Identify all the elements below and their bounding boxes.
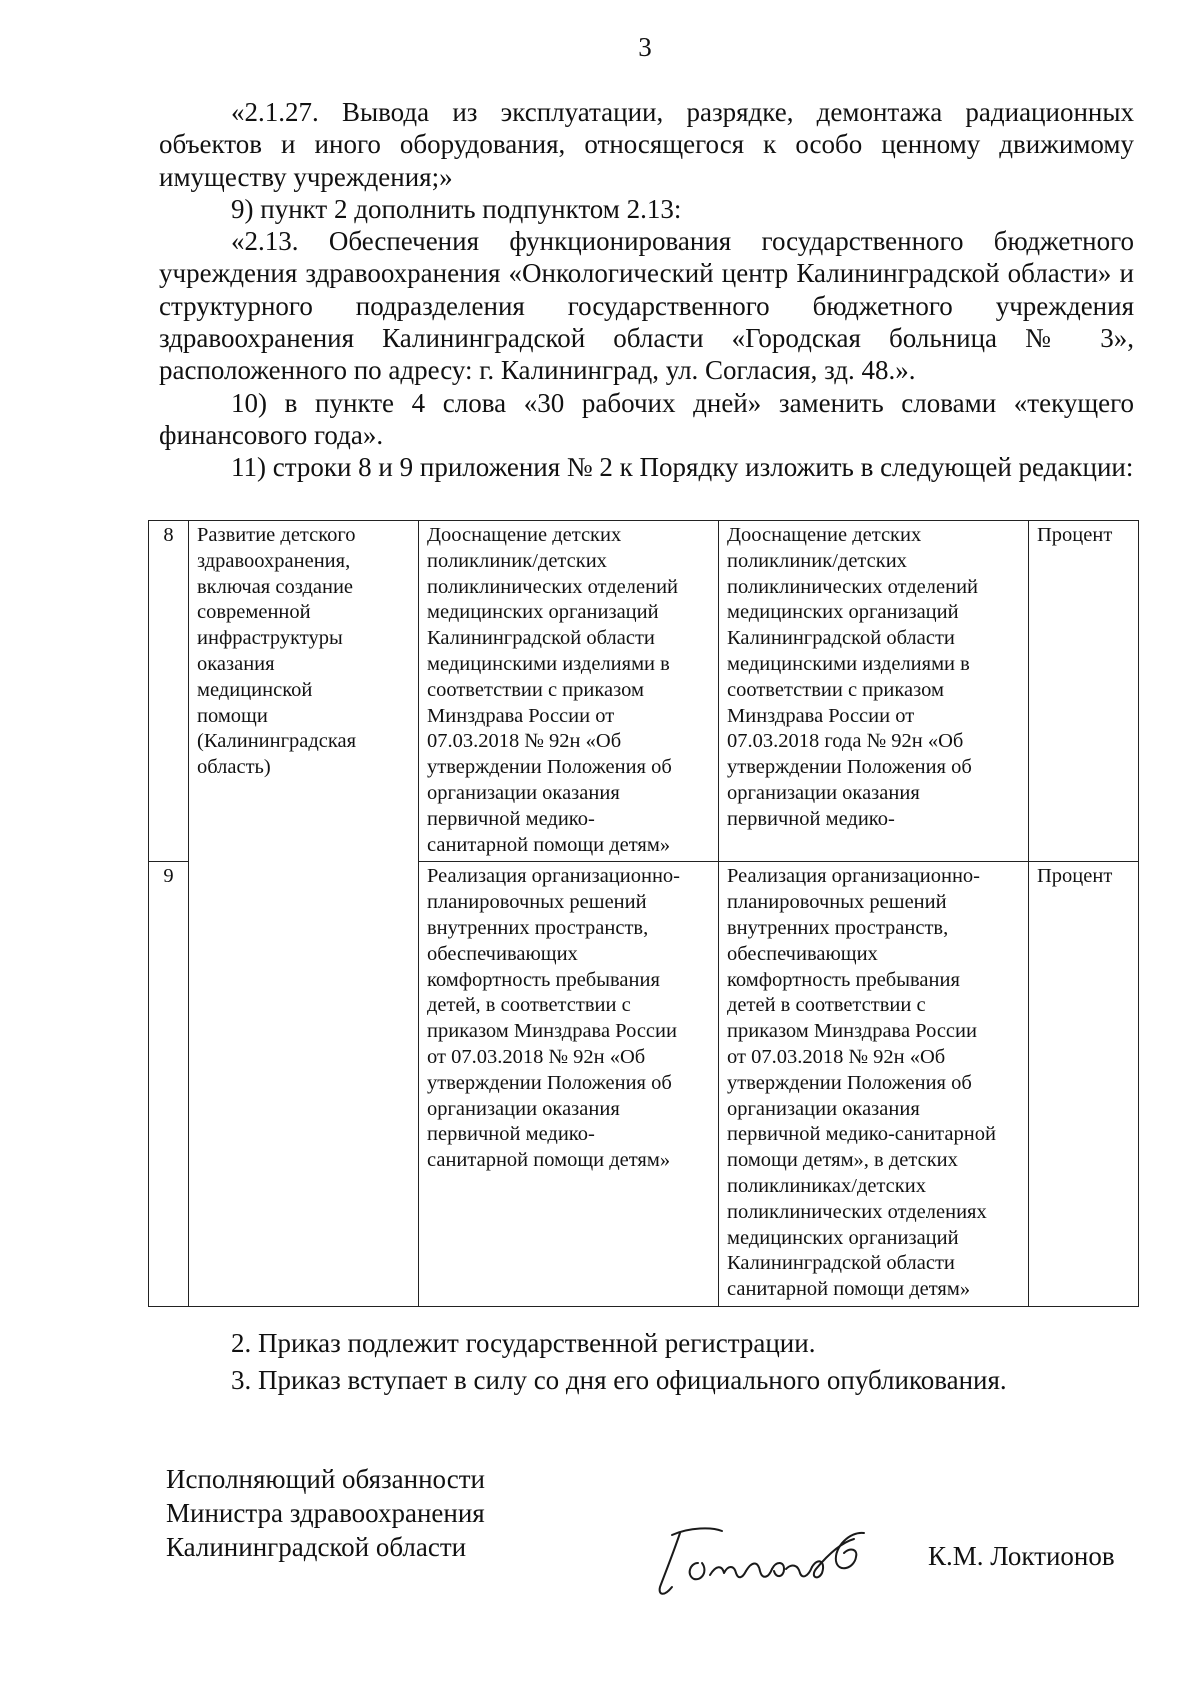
cell-line: организации оказания [727,1097,920,1120]
cell-line: утверждении Положения об [727,1071,972,1094]
cell-line: Реализация организационно- [427,865,681,888]
paragraph-item-10: 10) в пункте 4 слова «30 рабочих дней» заменить словами «текущего финансового года». [159,387,1134,450]
cell-line: первичной медико-санитарной [727,1123,996,1146]
cell-line: поликлиниках/детских [727,1174,926,1197]
unit-cell: Процент [1029,862,1139,1307]
cell-line: приказом Минздрава России [427,1020,677,1043]
cell-line: современной [197,601,311,624]
cell-line: поликлинических отделений [727,575,979,598]
cell-line: первичной медико- [727,807,895,830]
cell-line: от 07.03.2018 № 92н «Об [727,1045,946,1068]
cell-line: поликлиник/детских [427,549,607,572]
cell-line: поликлиник/детских [727,549,907,572]
closing-item-3: 3. Приказ вступает в силу со дня его официального опубликования. [231,1365,1007,1395]
signer-title-line: Министра здравоохранения [166,1498,485,1528]
signer-name: К.М. Локтионов [928,1541,1115,1571]
cell-line: от 07.03.2018 № 92н «Об [427,1045,646,1068]
cell-line: здравоохранения, [197,549,351,572]
cell-line: санитарной помощи детям» [427,833,671,856]
cell-line: медицинских организаций [727,1226,959,1249]
cell-line: Калининградской области [727,627,955,650]
signer-title-line: Исполняющий обязанности [166,1464,485,1494]
cell-line: оказания [197,652,275,675]
cell-line: внутренних пространств, [427,916,649,939]
cell-line: комфортность пребывания [427,968,660,991]
cell-line: инфраструктуры [197,627,343,650]
old-wording-cell [419,521,719,862]
cell-line: соответствии с приказом [427,678,644,701]
cell-line: Калининградской области [427,627,655,650]
cell-line: санитарной помощи детям» [427,1149,671,1172]
body-text [159,96,1134,484]
cell-line: медицинских организаций [727,601,959,624]
cell-line: помощи [197,704,268,727]
cell-line: 07.03.2018 года № 92н «Об [727,730,964,753]
handwritten-signature [650,1517,900,1602]
closing-paragraphs [159,1325,1134,1399]
area-cell [189,521,419,1307]
signer-title [166,1462,485,1564]
cell-line: санитарной помощи детям» [727,1278,971,1301]
cell-line: (Калининградская [197,730,357,753]
amendment-table-wrap [148,520,1139,1307]
cell-line: соответствии с приказом [727,678,944,701]
paragraph-item-11: 11) строки 8 и 9 приложения № 2 к Порядку изложить в следующей редакции: [231,452,1134,483]
new-wording-cell [719,521,1029,862]
cell-line: первичной медико- [427,1123,595,1146]
new-wording-cell [719,862,1029,1307]
cell-line: Реализация организационно- [727,865,981,888]
cell-line: утверждении Положения об [427,1071,672,1094]
unit-cell: Процент [1029,521,1139,862]
row-number-cell: 9 [149,862,189,1307]
signer-title-line: Калининградской области [166,1532,467,1562]
old-wording-cell [419,862,719,1307]
cell-line: планировочных решений [727,891,947,914]
cell-line: поликлинических отделений [427,575,679,598]
cell-line: утверждении Положения об [727,756,972,779]
cell-line: организации оказания [427,1097,620,1120]
paragraph-2-1-27: «2.1.27. Вывода из эксплуатации, разрядке, демонтажа радиационных объектов и иного оборудования, относящегося к особо ценному движимому имуществу учреждения;» [159,97,1134,192]
closing-item-2: 2. Приказ подлежит государственной регистрации. [231,1328,816,1358]
cell-line: Дооснащение детских [427,524,622,546]
cell-line: детей в соответствии с [727,994,926,1017]
cell-line: Минздрава России от [427,704,615,727]
cell-line: детей, в соответствии с [427,994,631,1017]
cell-line: медицинской [197,678,313,701]
cell-line: приказом Минздрава России [727,1020,977,1043]
cell-line: внутренних пространств, [727,916,949,939]
cell-line: поликлинических отделениях [727,1200,987,1223]
cell-line: медицинскими изделиями в [427,652,670,675]
cell-line: область) [197,756,271,779]
paragraph-item-9: 9) пункт 2 дополнить подпунктом 2.13: [231,193,682,224]
cell-line: 07.03.2018 № 92н «Об [427,730,622,753]
cell-line: утверждении Положения об [427,756,672,779]
cell-line: обеспечивающих [427,942,578,965]
table-row-8 [149,521,1139,862]
cell-line: обеспечивающих [727,942,878,965]
cell-line: первичной медико- [427,807,595,830]
amendment-table [148,520,1139,1307]
paragraph-2-13: «2.13. Обеспечения функционирования государственного бюджетного учреждения здравоохранения «Онкологический центр Калининградской области» и структурного подразделения государственного бюджетного учреждения здравоохранения Калининградской области «Городская больница № 3», расположенного по адресу: г. Калининград, ул. Согласия, зд. 48.». [159,226,1134,386]
cell-line: планировочных решений [427,891,647,914]
cell-line: Минздрава России от [727,704,915,727]
cell-line: организации оказания [727,781,920,804]
cell-line: включая создание [197,575,354,598]
cell-line: помощи детям», в детских [727,1149,958,1172]
cell-line: Калининградской области [727,1252,955,1275]
cell-line: медицинскими изделиями в [727,652,970,675]
cell-line: организации оказания [427,781,620,804]
page-number: 3 [638,32,652,62]
cell-line: Дооснащение детских [727,524,922,546]
cell-line: комфортность пребывания [727,968,960,991]
cell-line: Развитие детского [197,524,356,546]
row-number-cell: 8 [149,521,189,862]
cell-line: медицинских организаций [427,601,659,624]
